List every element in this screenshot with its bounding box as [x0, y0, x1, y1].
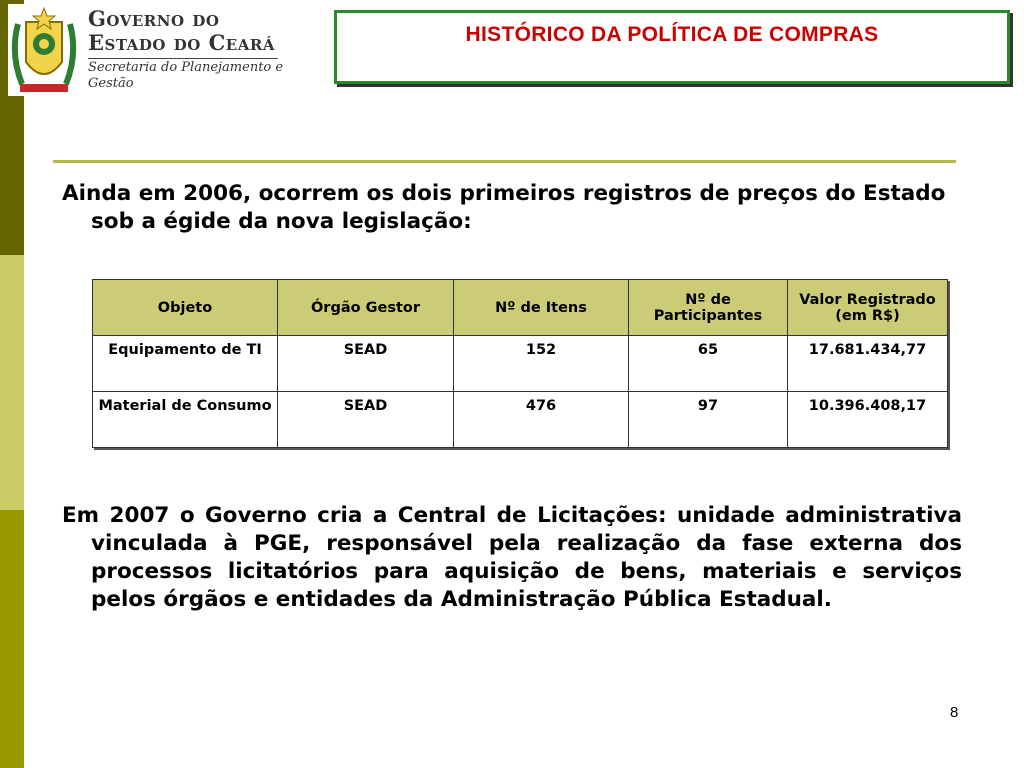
cell-itens: 152 [454, 336, 629, 392]
cell-participantes: 65 [629, 336, 788, 392]
table-row [93, 336, 948, 392]
left-stripe-middle [0, 255, 24, 510]
slide-title: HISTÓRICO DA POLÍTICA DE COMPRAS [465, 23, 879, 46]
title-underline [53, 160, 956, 163]
header-valor: Valor Registrado (em R$) [788, 280, 948, 336]
logo-line-governo: Governo do [88, 6, 220, 31]
cell-valor: 17.681.434,77 [788, 336, 948, 392]
cell-itens: 476 [454, 392, 629, 448]
logo-line-secretaria: Secretaria do Planejamento e Gestão [88, 60, 284, 91]
cell-orgao: SEAD [278, 392, 454, 448]
logo-line-estado: Estado do Ceará [88, 30, 275, 55]
header-participantes: Nº de Participantes [629, 280, 788, 336]
ceara-coat-of-arms-icon [8, 4, 80, 96]
paragraph-2007: Em 2007 o Governo cria a Central de Licitações: unidade administrativa vinculada à PGE, responsável pela realização da fase externa dos processos licitatórios para aquisição de bens, materiais e serviços pelos órgãos e entidades da Administração Pública Estadual. [62, 503, 962, 612]
cell-participantes: 97 [629, 392, 788, 448]
cell-orgao: SEAD [278, 336, 454, 392]
government-logo [8, 4, 284, 96]
page-number: 8 [950, 704, 959, 721]
cell-objeto: Equipamento de TI [93, 336, 278, 392]
logo-divider [88, 58, 278, 59]
header-itens: Nº de Itens [454, 280, 629, 336]
header-objeto: Objeto [93, 280, 278, 336]
header-orgao-gestor: Órgão Gestor [278, 280, 454, 336]
cell-objeto: Material de Consumo [93, 392, 278, 448]
left-stripe-bottom [0, 510, 24, 768]
table-row [93, 392, 948, 448]
title-box [334, 10, 1010, 84]
cell-valor: 10.396.408,17 [788, 392, 948, 448]
price-registry-table [92, 279, 948, 448]
paragraph-2006: Ainda em 2006, ocorrem os dois primeiros registros de preços do Estado sob a égide da nova legislação: [62, 181, 946, 234]
table-header-row [93, 280, 948, 336]
